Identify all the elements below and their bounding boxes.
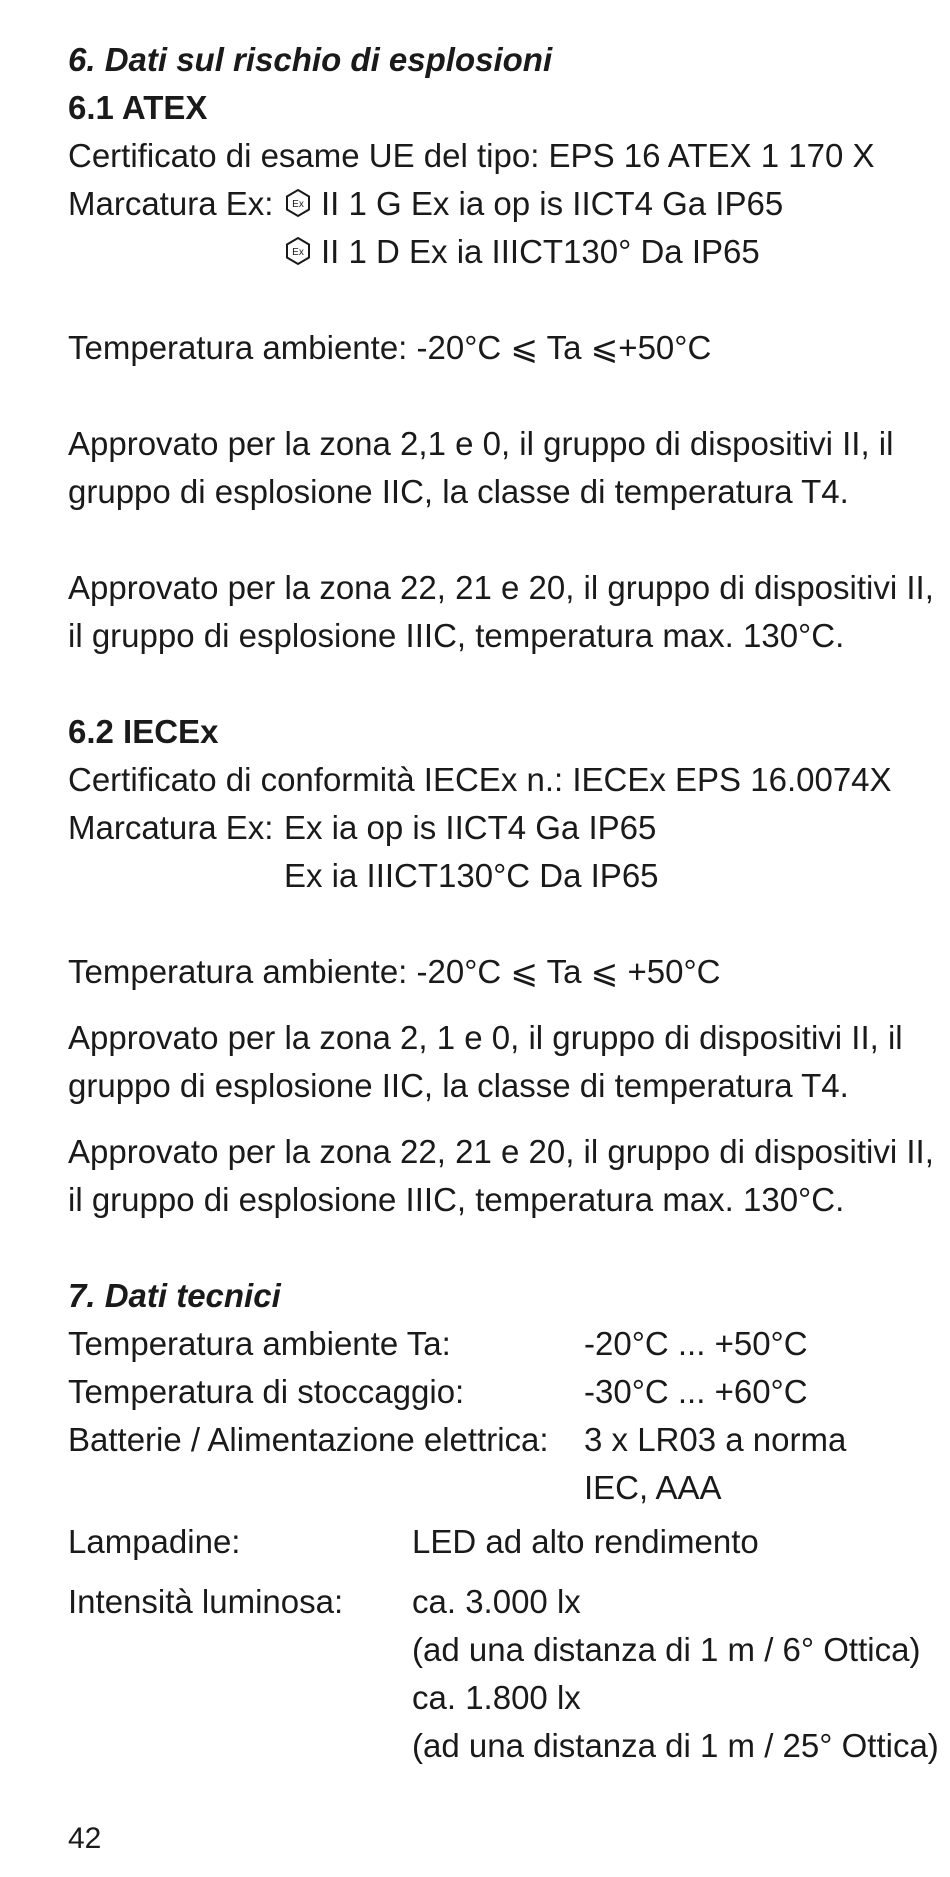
atex-heading: 6.1 ATEX — [68, 89, 208, 126]
iecex-approval-gas-line-1: Approvato per la zona 2, 1 e 0, il gruppo di dispositivi II, il — [68, 1019, 903, 1056]
tech-value: -20°C ... +50°C — [584, 1325, 808, 1362]
iecex-approval-gas-line-2: gruppo di esplosione IIC, la classe di temperatura T4. — [68, 1067, 849, 1104]
atex-approval-gas-line-1: Approvato per la zona 2,1 e 0, il gruppo di dispositivi II, il — [68, 425, 894, 462]
iecex-marking-value-1: Ex ia op is IICT4 Ga IP65 — [284, 809, 657, 846]
atex-certificate: Certificato di esame UE del tipo: EPS 16 ATEX 1 170 X — [68, 137, 875, 174]
tech-label: Temperatura ambiente Ta: — [68, 1325, 451, 1362]
atex-marking-text-2: II 1 D Ex ia IIICT130° Da IP65 — [321, 233, 760, 270]
tech-row-intensity — [68, 1578, 939, 1770]
intensity-value: (ad una distanza di 1 m / 25° Ottica) — [412, 1727, 939, 1764]
atex-marking-label: Marcatura Ex: — [68, 185, 274, 222]
tech-row-ambient — [68, 1320, 928, 1368]
tech-label: Intensità luminosa: — [68, 1583, 344, 1620]
tech-value: LED ad alto rendimento — [412, 1523, 759, 1560]
tech-value: 3 x LR03 a norma — [584, 1421, 847, 1458]
atex-marking-text-1: II 1 G Ex ia op is IICT4 Ga IP65 — [321, 185, 784, 222]
tech-row-storage — [68, 1368, 928, 1416]
iecex-approval-dust-line-1: Approvato per la zona 22, 21 e 20, il gruppo di dispositivi II, — [68, 1133, 934, 1170]
ex-hexagon-icon — [281, 234, 315, 268]
tech-value: IEC, AAA — [584, 1469, 722, 1506]
iecex-marking-row-2 — [68, 852, 928, 900]
atex-approval-dust-line-2: il gruppo di esplosione IIIC, temperatura max. 130°C. — [68, 617, 845, 654]
atex-marking-value-1 — [281, 180, 783, 228]
tech-row-batteries — [68, 1416, 928, 1464]
document-page — [68, 36, 939, 1770]
tech-label: Temperatura di stoccaggio: — [68, 1373, 465, 1410]
section-6-title: 6. Dati sul rischio di esplosioni — [68, 41, 553, 78]
atex-marking-value-2 — [281, 228, 760, 276]
iecex-heading: 6.2 IECEx — [68, 713, 219, 750]
iecex-approval-dust-line-2: il gruppo di esplosione IIIC, temperatura max. 130°C. — [68, 1181, 845, 1218]
atex-marking-row-2 — [68, 228, 928, 276]
tech-row-lamps — [68, 1518, 928, 1566]
page-number: 42 — [68, 1822, 102, 1855]
iecex-certificate: Certificato di conformità IECEx n.: IECEx EPS 16.0074X — [68, 761, 892, 798]
tech-label: Batterie / Alimentazione elettrica: — [68, 1421, 549, 1458]
intensity-value: ca. 3.000 lx — [412, 1583, 581, 1620]
tech-row-batteries-cont — [68, 1464, 928, 1512]
atex-approval-gas-line-2: gruppo di esplosione IIC, la classe di temperatura T4. — [68, 473, 849, 510]
tech-label: Lampadine: — [68, 1523, 241, 1560]
svg-text:Ex: Ex — [292, 199, 304, 211]
intensity-values — [412, 1578, 939, 1770]
atex-ambient-temperature: Temperatura ambiente: -20°C ⩽ Ta ⩽+50°C — [68, 329, 712, 366]
atex-approval-dust-line-1: Approvato per la zona 22, 21 e 20, il gruppo di dispositivi II, — [68, 569, 934, 606]
ex-hexagon-icon — [281, 186, 315, 220]
svg-text:Ex: Ex — [292, 247, 304, 259]
iecex-ambient-temperature: Temperatura ambiente: -20°C ⩽ Ta ⩽ +50°C — [68, 953, 721, 990]
intensity-value: (ad una distanza di 1 m / 6° Ottica) — [412, 1631, 921, 1668]
iecex-marking-row-1 — [68, 804, 928, 852]
intensity-value: ca. 1.800 lx — [412, 1679, 581, 1716]
iecex-marking-value-2: Ex ia IIICT130°C Da IP65 — [284, 857, 659, 894]
iecex-marking-label: Marcatura Ex: — [68, 809, 274, 846]
tech-value: -30°C ... +60°C — [584, 1373, 808, 1410]
atex-marking-row-1 — [68, 180, 928, 228]
section-7-title: 7. Dati tecnici — [68, 1277, 281, 1314]
